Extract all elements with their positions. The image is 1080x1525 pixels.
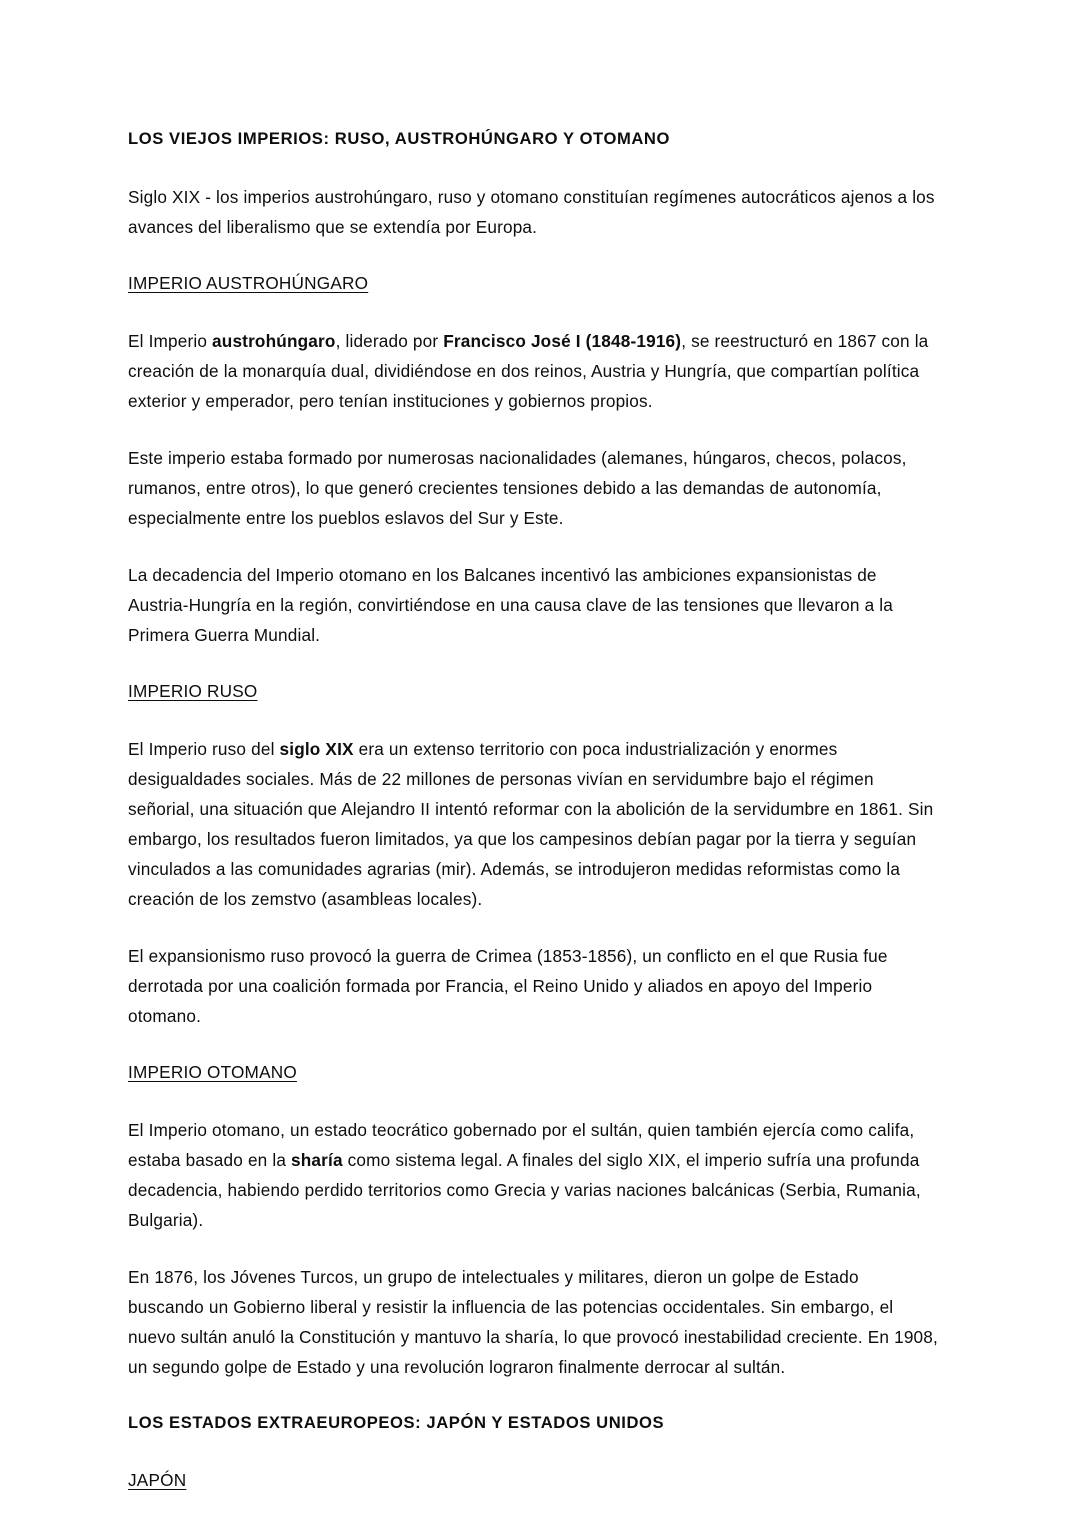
paragraph-austrohungaro-3: La decadencia del Imperio otomano en los Balcanes incentivó las ambiciones expansionistas de Austria-Hungría en la región, convirtiéndose en una causa clave de las tensiones que llevaron a la Primera Guerra Mundial.	[128, 565, 893, 645]
paragraph-otomano-2: En 1876, los Jóvenes Turcos, un grupo de intelectuales y militares, dieron un golpe de Estado buscando un Gobierno liberal y resistir la influencia de las potencias occidentales. Sin embargo, el nuevo sultán anuló la Constitución y mantuvo la sharía, lo que provocó inestabilidad creciente. En 1908, un segundo golpe de Estado y una revolución lograron finalmente derrocar al sultán.	[128, 1267, 938, 1377]
run-text: , se reestructuró en 1867 con la creación de la monarquía dual, dividiéndose en dos reinos, Austria y Hungría, que compartían política exterior y emperador, pero tenían instituciones y gobiernos propios.	[128, 331, 929, 411]
heading-japon	[128, 1466, 938, 1494]
paragraph-intro-siglo-xix: Siglo XIX - los imperios austrohúngaro, ruso y otomano constituían regímenes autocráticos ajenos a los avances del liberalismo que se extendía por Europa.	[128, 187, 935, 237]
run-bold-sharia: sharía	[291, 1150, 343, 1170]
heading-los-estados-extraeuropeos: LOS ESTADOS EXTRAEUROPEOS: JAPÓN Y ESTADOS UNIDOS	[128, 1413, 665, 1432]
run-bold-austrohungaro: austrohúngaro	[212, 331, 336, 351]
paragraph-austrohungaro-1	[128, 326, 938, 416]
heading-imperio-otomano-label: IMPERIO OTOMANO	[128, 1062, 297, 1082]
heading-imperio-ruso	[128, 677, 938, 705]
run-text: El Imperio	[128, 331, 213, 351]
heading-imperio-austrohungaro-label: IMPERIO AUSTROHÚNGARO	[128, 273, 369, 293]
paragraph-ruso-2: El expansionismo ruso provocó la guerra de Crimea (1853-1856), un conflicto en el que Rusia fue derrotada por una coalición formada por Francia, el Reino Unido y aliados en apoyo del Imperio otomano.	[128, 946, 888, 1026]
heading-imperio-austrohungaro	[128, 269, 938, 297]
heading-japon-label: JAPÓN	[128, 1470, 187, 1490]
document-body	[128, 125, 938, 1523]
paragraph-otomano-1	[128, 1115, 938, 1235]
paragraph-austrohungaro-2: Este imperio estaba formado por numerosas nacionalidades (alemanes, húngaros, checos, polacos, rumanos, entre otros), lo que generó crecientes tensiones debido a las demandas de autonomía, especialmente entre los pueblos eslavos del Sur y Este.	[128, 448, 907, 528]
run-text: era un extenso territorio con poca industrialización y enormes desigualdades sociales. Más de 22 millones de personas vivían en servidumbre bajo el régimen señorial, una situación que Alejandro II intentó reformar con la abolición de la servidumbre en 1861. Sin embargo, los resultados fueron limitados, ya que los campesinos debían pagar por la tierra y seguían vinculados a las comunidades agrarias (mir). Además, se introdujeron medidas reformistas como la creación de los zemstvo (asambleas locales).	[128, 739, 934, 909]
run-text: , liderado por	[335, 331, 444, 351]
run-text: El Imperio otomano, un estado teocrático gobernado por el sultán, quien también ejercía como califa, estaba basado en la	[128, 1120, 915, 1170]
heading-los-viejos-imperios: LOS VIEJOS IMPERIOS: RUSO, AUSTROHÚNGARO Y OTOMANO	[128, 129, 670, 148]
run-text: como sistema legal. A finales del siglo XIX, el imperio sufría una profunda decadencia, habiendo perdido territorios como Grecia y varias naciones balcánicas (Serbia, Rumania, Bulgaria).	[128, 1150, 921, 1230]
run-bold-francisco-jose: Francisco José I (1848-1916)	[443, 331, 682, 351]
heading-imperio-otomano	[128, 1058, 938, 1086]
run-text: El Imperio ruso del	[128, 739, 280, 759]
heading-imperio-ruso-label: IMPERIO RUSO	[128, 681, 258, 701]
run-bold-siglo-xix: siglo XIX	[279, 739, 354, 759]
paragraph-ruso-1	[128, 734, 938, 914]
